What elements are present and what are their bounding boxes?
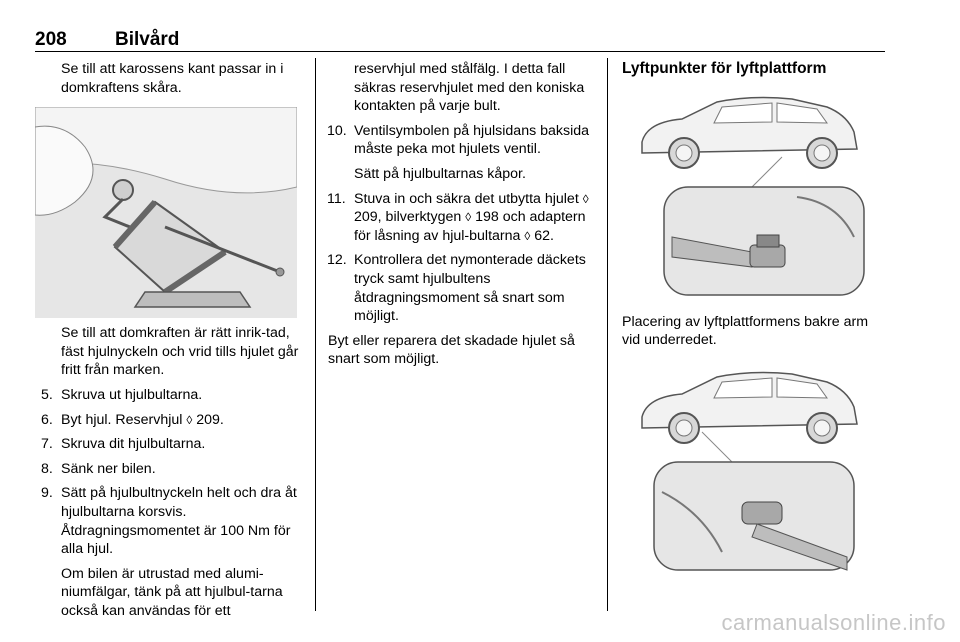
step-9: 9. Sätt på hjulbultnyckeln helt och dra åt hjulbultarna korsvis. Åtdragningsmomentet är 100 Nm för alla hjul. Om bilen är utrustad med alumi-niumfälgar, tänk på att hjulbul-tarna också kan användas för ett [35, 484, 303, 620]
step-10-note: Sätt på hjulbultarnas kåpor. [354, 165, 526, 182]
lift-point-illustration-1 [622, 87, 884, 299]
step-5: 5. Skruva ut hjulbultarna. [41, 386, 203, 403]
step-7: 7. Skruva dit hjulbultarna. [41, 436, 206, 453]
closing-text: Byt eller reparera det skadade hjulet så snart som möjligt. [328, 332, 575, 368]
reference-arrow-icon: ◊ [582, 191, 589, 206]
step-8: 8. Sänk ner bilen. [41, 460, 156, 477]
figure-caption: Placering av lyftplattformens bakre arm vid underredet. [622, 313, 869, 349]
column-3 [622, 60, 884, 574]
page-reference-link[interactable]: 62. [534, 227, 554, 244]
car-side-drawing [622, 87, 884, 299]
step-9-note: Om bilen är utrustad med alumi-niumfälgar, tänk på att hjulbul-tarna också kan användas för ett [61, 565, 283, 619]
reference-arrow-icon: ◊ [524, 228, 531, 243]
column-2 [328, 60, 596, 369]
step-11: 11. Stuva in och säkra det utbytta hjulet ◊ 209, bilverktygen ◊ 198 och adaptern för låsning av hjul-bultarna ◊ 62. [327, 190, 589, 244]
step-12: 12. Kontrollera det nymonterade däckets tryck samt hjulbultens åtdragningsmoment så snart som möjligt. [327, 252, 586, 325]
continuation-text: reservhjul med stålfälg. I detta fall säkras reservhjulet med den koniska kontakten på varje bult. [354, 61, 585, 115]
after-figure-text: Se till att domkraften är rätt inrik-tad, fäst hjulnyckeln och vrid tills hjulet går fritt från marken. [61, 325, 299, 379]
chapter-title: Bilvård [115, 29, 180, 50]
reference-arrow-icon: ◊ [186, 412, 193, 427]
column-divider-1 [315, 58, 316, 611]
page-header [35, 25, 885, 52]
page-reference-link[interactable]: 209. [196, 411, 224, 428]
column-divider-2 [607, 58, 608, 611]
intro-text: Se till att karossens kant passar in i domkraftens skåra. [61, 61, 284, 96]
reference-arrow-icon: ◊ [465, 210, 472, 225]
step-10: 10. Ventilsymbolen på hjulsidans baksida måste peka mot hjulets ventil. Sätt på hjulbultarnas kåpor. [328, 122, 596, 184]
section-title: Lyftpunkter för lyftplattform [622, 60, 827, 77]
car-side-drawing [622, 362, 884, 574]
step-6: 6. Byt hjul. Reservhjul ◊ 209. [41, 411, 224, 428]
lift-point-illustration-2 [622, 362, 884, 574]
jack-drawing [35, 107, 297, 318]
column-1 [35, 60, 303, 621]
jack-illustration [35, 107, 297, 318]
page-reference-link[interactable]: 198 och adaptern för låsning av hjul-bultarna [354, 209, 586, 244]
page-number: 208 [35, 29, 67, 50]
watermark: carmanualsonline.info [721, 610, 946, 635]
page-reference-link[interactable]: 209, bilverktygen [354, 209, 466, 226]
